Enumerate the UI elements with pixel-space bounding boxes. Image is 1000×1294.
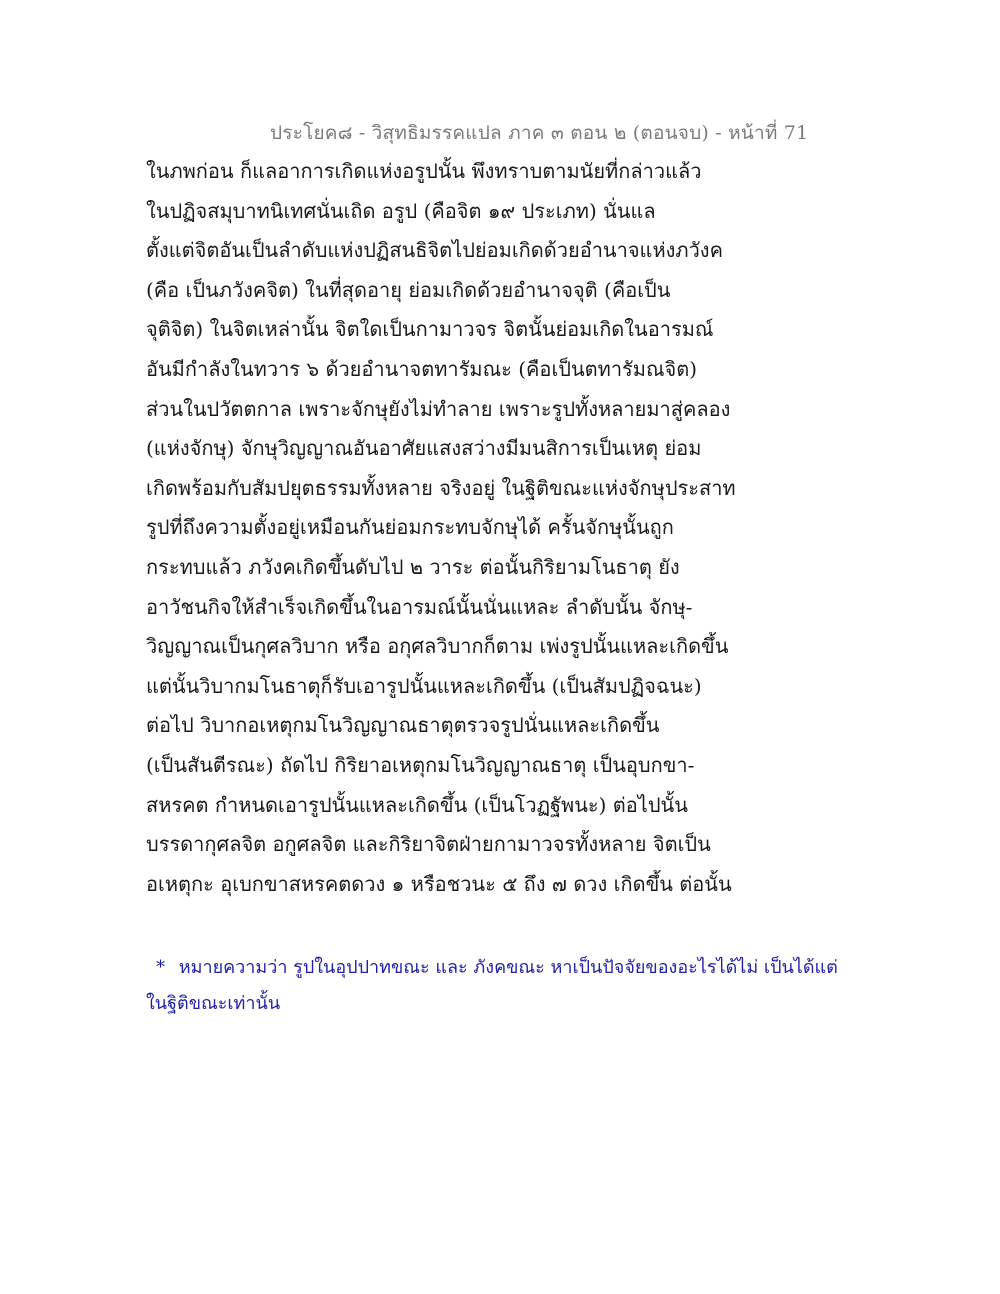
body-line: ส่วนในปวัตตกาล เพราะจักษุยังไม่ทำลาย เพราะรูปทั้งหลายมาสู่คลอง: [146, 396, 731, 421]
body-line: รูปที่ถึงความตั้งอยู่เหมือนกันย่อมกระทบจักษุได้ ครั้นจักษุนั้นถูก: [146, 515, 674, 540]
body-line: วิญญาณเป็นกุศลวิบาก หรือ อกุศลวิบากก็ตาม เพ่งรูปนั้นแหละเกิดขึ้น: [146, 634, 729, 659]
body-line: อาวัชนกิจให้สำเร็จเกิดขึ้นในอารมณ์นั้นนั่นแหละ ลำดับนั้น จักษุ-: [146, 594, 693, 619]
body-line: (เป็นสันตีรณะ) ถัดไป กิริยาอเหตุกมโนวิญญาณธาตุ เป็นอุบกขา-: [146, 752, 695, 777]
footnote-text: หมายความว่า รูปในอุปปาทขณะ และ ภังคขณะ หาเป็นปัจจัยของอะไรได้ไม่ เป็นได้แต่: [178, 957, 838, 978]
body-line: สหรคต กำหนดเอารูปนั้นแหละเกิดขึ้น (เป็นโวฏฐัพนะ) ต่อไปนั้น: [146, 792, 688, 817]
body-line: (คือ เป็นภวังคจิต) ในที่สุดอายุ ย่อมเกิดด้วยอำนาจจุติ (คือเป็น: [146, 277, 671, 302]
body-line: บรรดากุศลจิต อกูศลจิต และกิริยาจิตฝ่ายกามาวจรทั้งหลาย จิตเป็น: [146, 832, 711, 857]
body-text: [146, 152, 766, 904]
body-line: (แห่งจักษุ) จักษุวิญญาณอันอาศัยแสงสว่างมีมนสิการเป็นเหตุ ย่อม: [146, 436, 702, 461]
page-header-text: ประโยค๘ - วิสุทธิมรรคแปล ภาค ๓ ตอน ๒ (ตอนจบ) - หน้าที่ 71: [270, 122, 809, 144]
page-header: [270, 118, 809, 148]
body-line: แต่นั้นวิบากมโนธาตุก็รับเอารูปนั้นแหละเกิดขึ้น (เป็นสัมปฏิจฉนะ): [146, 673, 702, 698]
footnote-line: [146, 986, 846, 1022]
body-line: กระทบแล้ว ภวังคเกิดขึ้นดับไป ๒ วาระ ต่อนั้นกิริยามโนธาตุ ยัง: [146, 554, 680, 579]
body-line: ในปฏิจสมุบาทนิเทศนั่นเถิด อรูป (คือจิต ๑๙ ประเภท) นั่นแล: [146, 198, 656, 223]
body-line: อันมีกำลังในทวาร ๖ ด้วยอำนาจตทารัมณะ (คือเป็นตทารัมณจิต): [146, 356, 698, 381]
body-line: ในภพก่อน ก็แลอาการเกิดแห่งอรูปนั้น พึงทราบตามนัยที่กล่าวแล้ว: [146, 159, 702, 183]
footnote-text-continued: ในฐิติขณะเท่านั้น: [146, 993, 281, 1014]
body-line: เกิดพร้อมกับสัมปยุตธรรมทั้งหลาย จริงอยู่ ในฐิติขณะแห่งจักษุประสาท: [146, 475, 736, 500]
footnote: [146, 950, 846, 1022]
body-line: ต่อไป วิบากอเหตุกมโนวิญญาณธาตุตรวจรูปนั่นแหละเกิดขึ้น: [146, 713, 660, 738]
footnote-asterisk: *: [156, 957, 165, 978]
body-line: ตั้งแต่จิตอันเป็นลำดับแห่งปฏิสนธิจิตไปย่อมเกิดด้วยอำนาจแห่งภวังค: [146, 238, 723, 263]
footnote-line: [146, 950, 846, 986]
body-line: อเหตุกะ อุเบกขาสหรคตดวง ๑ หรือชวนะ ๕ ถึง ๗ ดวง เกิดขึ้น ต่อนั้น: [146, 871, 732, 896]
body-line: จุติจิต) ในจิตเหล่านั้น จิตใดเป็นกามาวจร จิตนั้นย่อมเกิดในอารมณ์: [146, 317, 714, 342]
